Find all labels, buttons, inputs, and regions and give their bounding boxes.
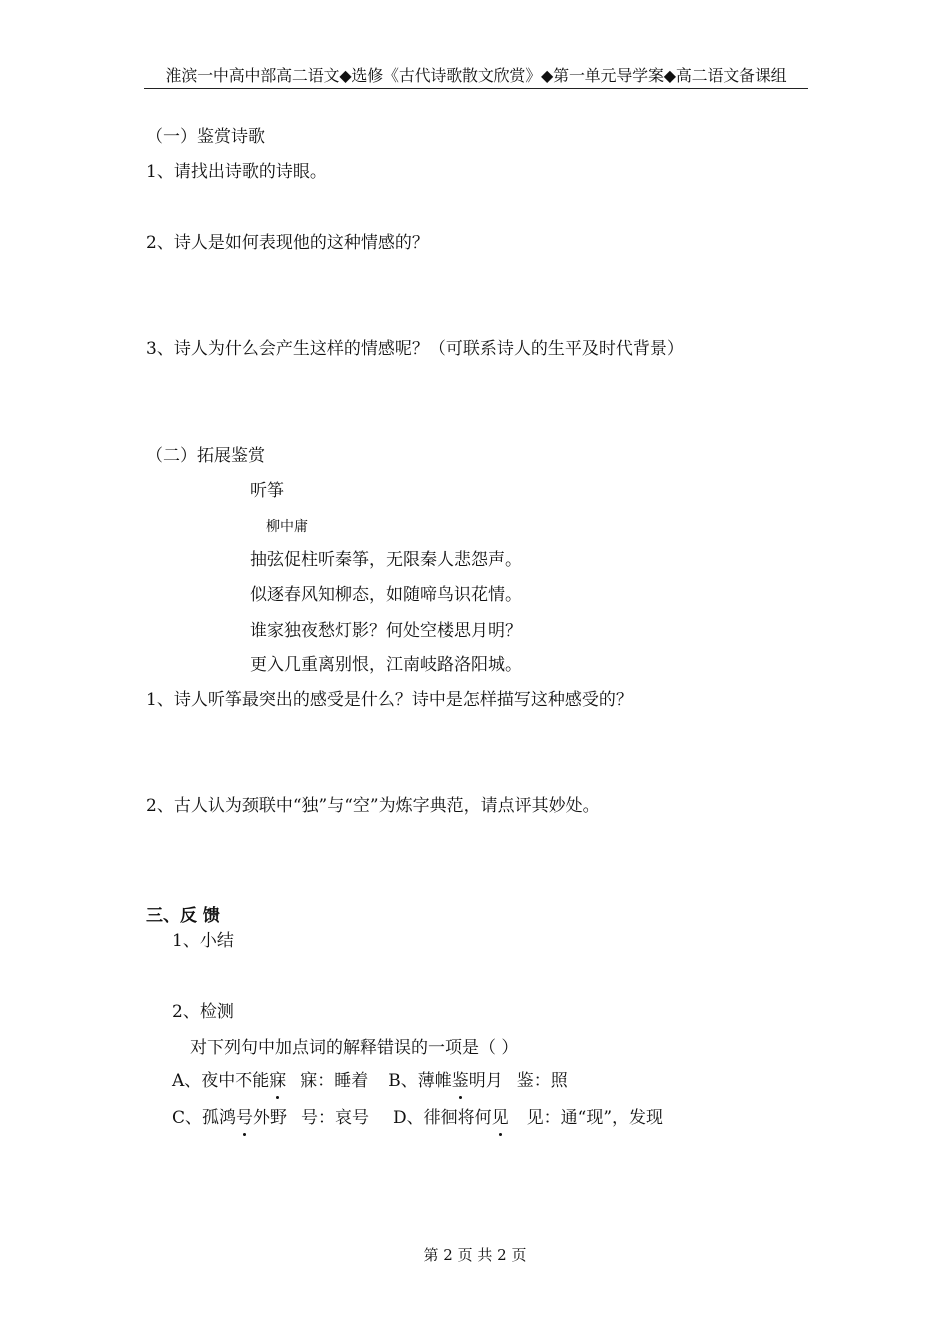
question-3-reason: 3、诗人为什么会产生这样的情感呢？（可联系诗人的生平及时代背景）	[146, 339, 684, 359]
poem-line-2: 似逐春风知柳态，如随啼鸟识花情。	[250, 585, 522, 605]
option-c-dotted-word: 号	[236, 1108, 254, 1128]
option-d-dotted-word: 见	[491, 1108, 509, 1128]
option-c-explanation: 号：哀号	[301, 1108, 370, 1128]
test-options-row-2	[172, 1106, 663, 1130]
option-d-sentence: D、徘徊将何见	[393, 1108, 509, 1128]
page-footer: 第 2 页 共 2 页	[423, 1246, 527, 1264]
option-a-explanation: 寐：睡着	[300, 1071, 369, 1091]
option-a-sentence: A、夜中不能寐	[172, 1071, 287, 1091]
test-options-row-1	[172, 1069, 568, 1093]
poem-title: 听筝	[250, 481, 284, 501]
section-heading-feedback: 三、反 馈	[146, 906, 220, 926]
option-c-sentence: C、孤鸿号外野	[172, 1108, 288, 1128]
option-b-dotted-word: 鉴	[451, 1071, 469, 1091]
page-header: 淮滨一中高中部高二语文◆选修《古代诗歌散文欣赏》◆第一单元导学案◆高二语文备课组	[144, 64, 808, 89]
poem-line-4: 更入几重离别恨，江南岐路洛阳城。	[250, 655, 522, 675]
feedback-test-label: 2、检测	[172, 1002, 234, 1022]
option-a-dotted-word: 寐	[269, 1071, 287, 1091]
poem-line-3: 谁家独夜愁灯影？何处空楼思月明？	[250, 621, 522, 641]
option-b-sentence: B、薄帷鉴明月	[388, 1071, 503, 1091]
poem-line-1: 抽弦促柱听秦筝，无限秦人悲怨声。	[250, 550, 522, 570]
extended-question-2: 2、古人认为颈联中“独”与“空”为炼字典范，请点评其妙处。	[146, 796, 600, 816]
section-heading-appreciate-poem: （一）鉴赏诗歌	[146, 127, 265, 147]
question-2-expression: 2、诗人是如何表现他的这种情感的？	[146, 233, 429, 253]
poem-author: 柳中庸	[266, 519, 308, 535]
feedback-summary-label: 1、小结	[172, 931, 234, 951]
option-d-explanation: 见：通“现”，发现	[526, 1108, 664, 1128]
option-b-explanation: 鉴：照	[516, 1071, 568, 1091]
section-heading-extended-appreciation: （二）拓展鉴赏	[146, 446, 265, 466]
question-1-poem-eye: 1、请找出诗歌的诗眼。	[146, 162, 327, 182]
extended-question-1: 1、诗人听筝最突出的感受是什么？诗中是怎样描写这种感受的？	[146, 690, 633, 710]
test-question-stem: 对下列句中加点词的解释错误的一项是（ ）	[190, 1038, 519, 1058]
